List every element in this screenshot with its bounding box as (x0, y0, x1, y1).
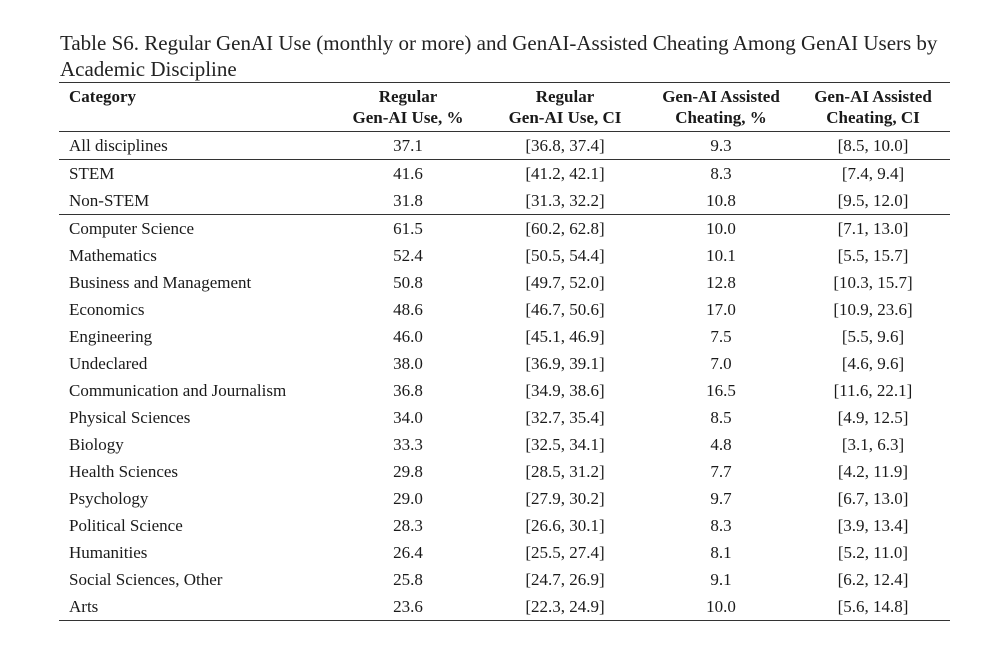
row-category-cell: STEM (69, 164, 115, 183)
row-cheat-pct-cell: 4.8 (710, 435, 732, 454)
table-caption: Table S6. Regular GenAI Use (monthly or more) and GenAI-Assisted Cheating Among GenAI Users by Academic Discipline (60, 31, 938, 81)
column-header-cheat-ci (796, 83, 950, 132)
row-category-cell: Social Sciences, Other (69, 570, 223, 589)
row-cheat-ci-cell: [7.1, 13.0] (837, 219, 909, 238)
row-use-pct-cell: 34.0 (393, 408, 423, 427)
row-cheat-pct-cell: 16.5 (706, 381, 736, 400)
row-use-ci-cell: [34.9, 38.6] (525, 381, 605, 400)
row-cheat-ci-cell: [5.5, 9.6] (841, 327, 905, 346)
row-cheat-pct-cell: 9.3 (710, 136, 732, 155)
row-use-ci-cell: [60.2, 62.8] (525, 219, 605, 238)
row-use-pct-cell: 28.3 (393, 516, 423, 535)
table-container (59, 82, 950, 621)
row-category-cell: Economics (69, 300, 145, 319)
row-cheat-ci-cell: [10.3, 15.7] (833, 273, 913, 292)
column-header-line2: Gen-AI Use, CI (508, 108, 622, 127)
table-row (59, 215, 950, 243)
row-use-pct-cell: 33.3 (393, 435, 423, 454)
column-header-line1: Gen-AI Assisted (662, 87, 780, 106)
row-use-pct-cell: 29.8 (393, 462, 423, 481)
row-category-cell: Psychology (69, 489, 149, 508)
row-use-pct-cell: 48.6 (393, 300, 423, 319)
row-use-ci-cell: [50.5, 54.4] (525, 246, 605, 265)
column-header-line1: Regular (535, 87, 595, 106)
column-header-line2: Cheating, % (675, 108, 767, 127)
row-cheat-ci-cell: [4.6, 9.6] (841, 354, 905, 373)
row-cheat-ci-cell: [7.4, 9.4] (841, 164, 905, 183)
table-row (59, 160, 950, 188)
column-header-line1: Regular (378, 87, 438, 106)
row-use-ci-cell: [32.5, 34.1] (525, 435, 605, 454)
row-use-pct-cell: 46.0 (393, 327, 423, 346)
table-body (59, 132, 950, 621)
row-cheat-ci-cell: [5.5, 15.7] (837, 246, 909, 265)
row-category-cell: Computer Science (69, 219, 195, 238)
row-cheat-pct-cell: 8.3 (710, 516, 732, 535)
row-cheat-pct-cell: 17.0 (706, 300, 736, 319)
row-use-ci-cell: [22.3, 24.9] (525, 597, 605, 616)
table-row (59, 323, 950, 350)
row-use-ci-cell: [28.5, 31.2] (525, 462, 605, 481)
table-header (59, 83, 950, 132)
table-row (59, 458, 950, 485)
row-cheat-ci-cell: [10.9, 23.6] (833, 300, 913, 319)
row-category-cell: Biology (69, 435, 124, 454)
row-cheat-pct-cell: 8.1 (710, 543, 732, 562)
row-use-pct-cell: 37.1 (393, 136, 423, 155)
row-use-ci-cell: [25.5, 27.4] (525, 543, 605, 562)
header-row (59, 83, 950, 132)
row-category-cell: Engineering (69, 327, 153, 346)
table-row (59, 187, 950, 215)
row-use-pct-cell: 36.8 (393, 381, 423, 400)
table-row (59, 566, 950, 593)
row-category-cell: All disciplines (69, 136, 168, 155)
row-category-cell: Physical Sciences (69, 408, 191, 427)
row-cheat-ci-cell: [9.5, 12.0] (837, 191, 909, 210)
row-use-pct-cell: 41.6 (393, 164, 423, 183)
row-cheat-ci-cell: [5.2, 11.0] (837, 543, 909, 562)
row-cheat-pct-cell: 7.5 (710, 327, 732, 346)
table-row (59, 512, 950, 539)
row-use-ci-cell: [49.7, 52.0] (525, 273, 605, 292)
row-cheat-pct-cell: 8.5 (710, 408, 732, 427)
results-table (59, 82, 950, 621)
row-cheat-pct-cell: 9.1 (710, 570, 732, 589)
column-header-line1: Category (69, 87, 137, 106)
row-use-pct-cell: 31.8 (393, 191, 423, 210)
row-category-cell: Undeclared (69, 354, 148, 373)
column-header-cheat-pct (646, 83, 796, 132)
row-use-pct-cell: 25.8 (393, 570, 423, 589)
row-category-cell: Arts (69, 597, 99, 616)
column-header-line2: Gen-AI Use, % (352, 108, 464, 127)
row-cheat-ci-cell: [4.9, 12.5] (837, 408, 909, 427)
row-category-cell: Health Sciences (69, 462, 179, 481)
row-cheat-ci-cell: [5.6, 14.8] (837, 597, 909, 616)
row-use-ci-cell: [45.1, 46.9] (525, 327, 605, 346)
row-category-cell: Humanities (69, 543, 148, 562)
row-cheat-pct-cell: 7.0 (710, 354, 732, 373)
row-cheat-ci-cell: [3.1, 6.3] (841, 435, 905, 454)
row-cheat-ci-cell: [4.2, 11.9] (837, 462, 909, 481)
table-row (59, 404, 950, 431)
row-category-cell: Non-STEM (69, 191, 150, 210)
column-header-line1: Gen-AI Assisted (814, 87, 932, 106)
row-category-cell: Mathematics (69, 246, 157, 265)
row-cheat-pct-cell: 10.1 (706, 246, 736, 265)
row-cheat-pct-cell: 7.7 (710, 462, 732, 481)
row-cheat-pct-cell: 10.8 (706, 191, 736, 210)
row-use-ci-cell: [36.8, 37.4] (525, 136, 605, 155)
column-header-line2: Cheating, CI (826, 108, 920, 127)
row-use-ci-cell: [46.7, 50.6] (525, 300, 605, 319)
table-row (59, 350, 950, 377)
row-use-pct-cell: 50.8 (393, 273, 423, 292)
row-cheat-ci-cell: [11.6, 22.1] (833, 381, 913, 400)
row-cheat-pct-cell: 8.3 (710, 164, 732, 183)
table-row (59, 485, 950, 512)
table-row (59, 593, 950, 621)
table-row (59, 296, 950, 323)
row-use-ci-cell: [27.9, 30.2] (525, 489, 605, 508)
row-cheat-ci-cell: [3.9, 13.4] (837, 516, 909, 535)
table-row (59, 539, 950, 566)
row-use-pct-cell: 29.0 (393, 489, 423, 508)
column-header-use-pct (332, 83, 484, 132)
row-use-ci-cell: [26.6, 30.1] (525, 516, 605, 535)
table-row (59, 431, 950, 458)
table-row (59, 132, 950, 160)
row-use-pct-cell: 52.4 (393, 246, 423, 265)
row-cheat-pct-cell: 12.8 (706, 273, 736, 292)
row-cheat-pct-cell: 10.0 (706, 219, 736, 238)
row-use-pct-cell: 26.4 (393, 543, 423, 562)
table-row (59, 269, 950, 296)
row-cheat-ci-cell: [6.7, 13.0] (837, 489, 909, 508)
row-use-ci-cell: [24.7, 26.9] (525, 570, 605, 589)
row-use-ci-cell: [41.2, 42.1] (525, 164, 605, 183)
table-row (59, 242, 950, 269)
row-cheat-pct-cell: 9.7 (710, 489, 732, 508)
row-category-cell: Political Science (69, 516, 183, 535)
table-row (59, 377, 950, 404)
row-use-ci-cell: [36.9, 39.1] (525, 354, 605, 373)
row-category-cell: Business and Management (69, 273, 252, 292)
column-header-category (59, 83, 332, 132)
row-category-cell: Communication and Journalism (69, 381, 287, 400)
row-use-pct-cell: 38.0 (393, 354, 423, 373)
row-cheat-pct-cell: 10.0 (706, 597, 736, 616)
row-use-pct-cell: 23.6 (393, 597, 423, 616)
row-cheat-ci-cell: [8.5, 10.0] (837, 136, 909, 155)
row-cheat-ci-cell: [6.2, 12.4] (837, 570, 909, 589)
column-header-use-ci (484, 83, 646, 132)
row-use-ci-cell: [31.3, 32.2] (525, 191, 605, 210)
row-use-pct-cell: 61.5 (393, 219, 423, 238)
row-use-ci-cell: [32.7, 35.4] (525, 408, 605, 427)
